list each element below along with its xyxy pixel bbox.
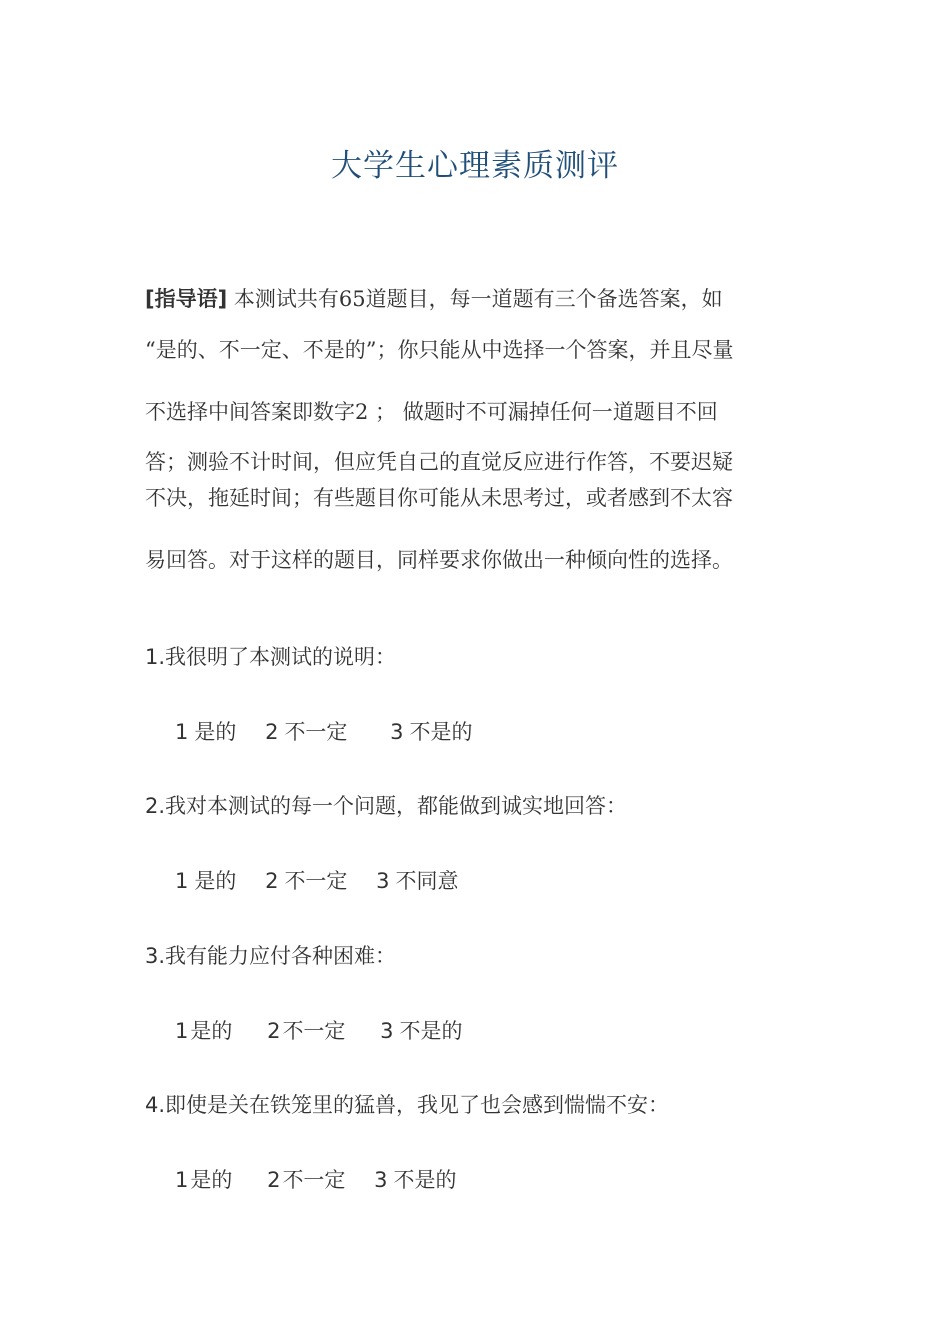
- option-1[interactable]: [175, 1164, 232, 1194]
- option-label: 不一定: [282, 1019, 346, 1043]
- question-1: [145, 641, 396, 671]
- question-number: 2.: [145, 794, 166, 818]
- question-number: 4.: [145, 1093, 166, 1117]
- option-number: 1: [175, 720, 189, 744]
- question-4: [145, 1089, 669, 1119]
- question-number: 3.: [145, 944, 166, 968]
- intro-line: [145, 283, 815, 313]
- option-label: 是的: [190, 1019, 233, 1043]
- option-label: 是的: [190, 1168, 233, 1192]
- option-number: 1: [175, 1168, 189, 1192]
- option-3[interactable]: [374, 1164, 456, 1194]
- option-2[interactable]: [265, 716, 347, 746]
- intro-line: 答；测验不计时间，但应凭自己的直觉反应进行作答，不要迟疑: [145, 450, 733, 474]
- question-text: 即使是关在铁笼里的猛兽，我见了也会感到惴惴不安：: [165, 1093, 670, 1117]
- question-4-options: [175, 1164, 479, 1194]
- question-3-options: [175, 1015, 485, 1045]
- option-number: 3: [390, 720, 404, 744]
- option-label: 是的: [194, 720, 237, 744]
- option-3[interactable]: [390, 716, 472, 746]
- document-title: 大学生心理素质测评: [331, 148, 619, 184]
- option-1[interactable]: [175, 1015, 232, 1045]
- question-1-options: [175, 716, 495, 746]
- question-3: [145, 940, 396, 970]
- option-number: 1: [175, 1019, 189, 1043]
- option-1[interactable]: [175, 865, 236, 895]
- option-number: 3: [376, 869, 390, 893]
- intro-tag: [指导语]: [145, 287, 228, 311]
- option-2[interactable]: [267, 1015, 345, 1045]
- question-2-options: [175, 865, 481, 895]
- option-number: 1: [175, 869, 189, 893]
- option-number: 2: [267, 1019, 281, 1043]
- option-label: 不一定: [282, 1168, 346, 1192]
- question-text: 我很明了本测试的说明：: [165, 645, 397, 669]
- option-number: 2: [265, 869, 279, 893]
- option-1[interactable]: [175, 716, 236, 746]
- option-label: 不同意: [395, 869, 459, 893]
- option-label: 不一定: [284, 869, 348, 893]
- intro-line-text: 本测试共有65道题目，每一道题有三个备选答案，如: [233, 287, 723, 311]
- option-number: 3: [374, 1168, 388, 1192]
- option-label: 不一定: [284, 720, 348, 744]
- question-2: [145, 790, 627, 820]
- option-2[interactable]: [267, 1164, 345, 1194]
- option-label: 不是的: [393, 1168, 457, 1192]
- option-2[interactable]: [265, 865, 347, 895]
- option-number: 2: [265, 720, 279, 744]
- intro-line: 不决，拖延时间；有些题目你可能从未思考过，或者感到不太容: [145, 486, 733, 510]
- intro-line: 不选择中间答案即数字2 ； 做题时不可漏掉任何一道题目不回: [145, 400, 718, 424]
- question-text: 我对本测试的每一个问题，都能做到诚实地回答：: [165, 794, 628, 818]
- question-text: 我有能力应付各种困难：: [165, 944, 397, 968]
- option-3[interactable]: [376, 865, 458, 895]
- option-label: 不是的: [409, 720, 473, 744]
- option-3[interactable]: [380, 1015, 462, 1045]
- option-label: 是的: [194, 869, 237, 893]
- option-number: 2: [267, 1168, 281, 1192]
- intro-line: “是的、不一定、不是的”；你只能从中选择一个答案，并且尽量: [145, 338, 734, 362]
- option-label: 不是的: [399, 1019, 463, 1043]
- question-number: 1.: [145, 645, 166, 669]
- option-number: 3: [380, 1019, 394, 1043]
- intro-line: 易回答。对于这样的题目，同样要求你做出一种倾向性的选择。: [145, 548, 733, 572]
